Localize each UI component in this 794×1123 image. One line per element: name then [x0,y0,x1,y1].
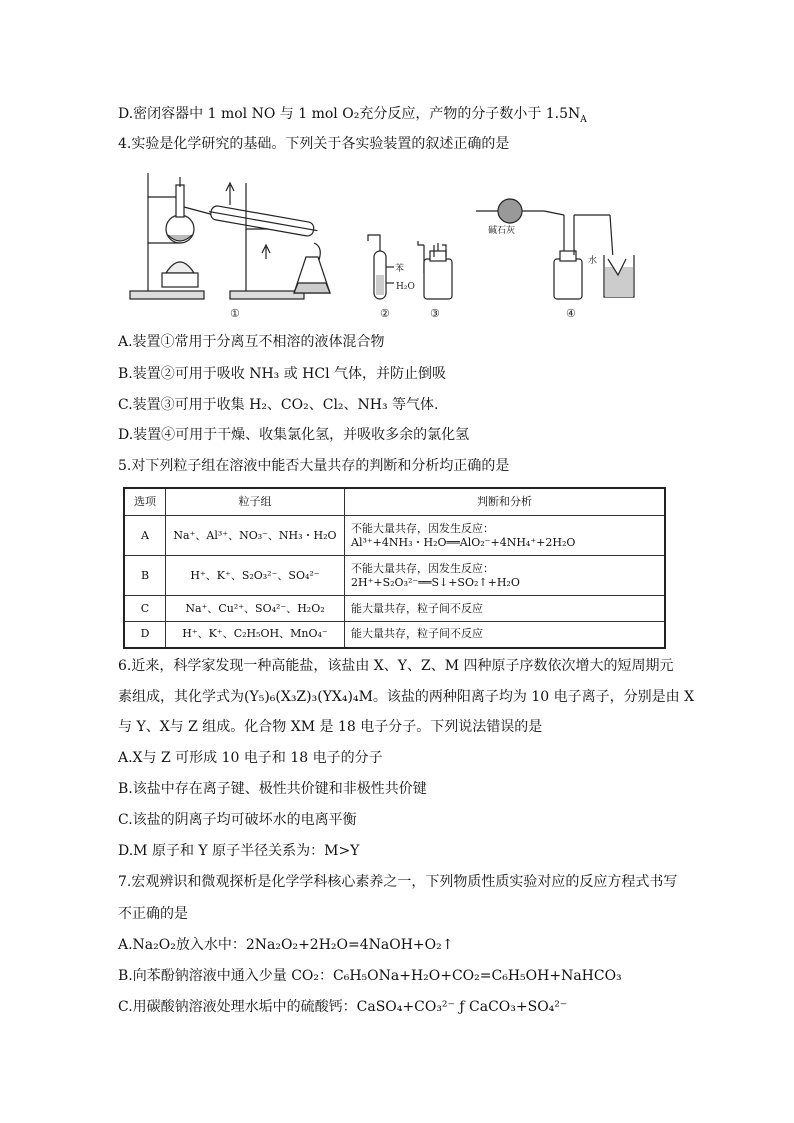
svg-text:苯: 苯 [395,264,405,274]
svg-text:④: ④ [566,307,576,320]
svg-text:水: 水 [588,256,598,266]
q6-option-b: B.该盐中存在离子键、极性共价键和非极性共价键 [118,781,427,797]
q5-row-a [124,516,665,556]
svg-text:①: ① [230,307,240,320]
q6-stem-line3: 与 Y、X与 Z 组成。化合物 XM 是 18 电子分子。下列说法错误的是 [118,719,543,735]
q5-row-a-analysis-line1: 不能大量共存，因发生反应： [351,521,494,535]
q3-option-d-text: D.密闭容器中 1 mol NO 与 1 mol O₂充分反应，产物的分子数小于 1.5N [118,106,581,122]
q4-option-a: A.装置①常用于分离互不相溶的液体混合物 [118,334,385,350]
q5-row-c-particles: Na⁺、Cu²⁺、SO₄²⁻、H₂O₂ [166,596,345,622]
q7-option-b: B.向苯酚钠溶液中通入少量 CO₂：C₆H₅ONa+H₂O+CO₂=C₆H₅OH+NaHCO₃ [118,968,622,984]
svg-text:H₂O: H₂O [396,282,415,292]
q5-header-option: 选项 [124,488,166,516]
gas-bottle-apparatus [418,241,452,320]
q5-table [123,487,666,649]
q7-stem-line2: 不正确的是 [118,906,188,922]
q4-option-d: D.装置④可用于干燥、收集氯化氢，并吸收多余的氯化氢 [118,427,470,443]
q5-row-d-option: D [124,622,166,648]
q3-option-d-subscript: A [580,114,587,125]
q6-option-d: D.M 原子和 Y 原子半径关系为：M>Y [118,843,360,859]
q6-stem-line1: 6.近来，科学家发现一种高能盐，该盐由 X、Y、Z、M 四种原子序数依次增大的短周期元 [118,658,674,674]
svg-text:碱石灰: 碱石灰 [488,226,516,236]
q5-row-b-option: B [124,556,166,596]
q5-row-a-analysis [345,516,666,556]
q5-row-c-option: C [124,596,166,622]
svg-text:②: ② [380,307,390,320]
q4-option-b: B.装置②可用于吸收 NH₃ 或 HCl 气体，并防止倒吸 [118,366,447,382]
q6-stem-line2: 素组成，其化学式为(Y₅)₆(X₃Z)₃(YX₄)₄M。该盐的两种阳离子均为 10 电子离子，分别是由 X [118,689,695,705]
svg-text:③: ③ [430,307,440,320]
q6-option-c: C.该盐的阴离子均可破坏水的电离平衡 [118,812,357,828]
q5-row-b [124,556,665,596]
q5-row-b-analysis-line2: 2H⁺+S₂O₃²⁻══S↓+SO₂↑+H₂O [351,575,520,589]
q5-table-header [124,488,665,516]
q5-row-c [124,596,665,622]
q5-header-analysis: 判断和分析 [345,488,666,516]
q5-row-d [124,622,665,648]
q5-row-c-analysis: 能大量共存，粒子间不反应 [345,596,666,622]
q7-option-c: C.用碳酸钠溶液处理水垢中的硫酸钙：CaSO₄+CO₃²⁻ ƒ CaCO₃+SO₄²⁻ [118,999,568,1015]
drying-collection-apparatus [476,199,634,320]
q5-header-particles: 粒子组 [166,488,345,516]
q5-row-d-analysis: 能大量共存，粒子间不反应 [345,622,666,648]
q5-stem: 5.对下列粒子组在溶液中能否大量共存的判断和分析均正确的是 [118,458,510,474]
q5-row-d-particles: H⁺、K⁺、C₂H₅OH、MnO₄⁻ [166,622,345,648]
q5-row-b-analysis-line1: 不能大量共存，因发生反应： [351,561,494,575]
q5-row-a-analysis-line2: Al³⁺+4NH₃・H₂O══AlO₂⁻+4NH₄⁺+2H₂O [351,535,576,549]
q3-option-d [118,104,587,130]
q6-option-a: A.X与 Z 可形成 10 电子和 18 电子的分子 [118,750,383,766]
q5-row-a-particles: Na⁺、Al³⁺、NO₃⁻、NH₃・H₂O [166,516,345,556]
q7-stem-line1: 7.宏观辨识和微观探析是化学学科核心素养之一，下列物质性质实验对应的反应方程式书写 [118,874,678,890]
q4-stem: 4.实验是化学研究的基础。下列关于各实验装置的叙述正确的是 [118,136,510,152]
q4-option-c: C.装置③可用于收集 H₂、CO₂、Cl₂、NH₃ 等气体. [118,397,439,413]
q5-row-a-option: A [124,516,166,556]
q7-option-a: A.Na₂O₂放入水中：2Na₂O₂+2H₂O=4NaOH+O₂↑ [118,937,454,953]
q5-row-b-analysis [345,556,666,596]
test-tube-apparatus [368,235,415,320]
q5-row-b-particles: H⁺、K⁺、S₂O₃²⁻、SO₄²⁻ [166,556,345,596]
apparatus-figure [118,163,638,323]
distillation-apparatus [130,173,330,320]
